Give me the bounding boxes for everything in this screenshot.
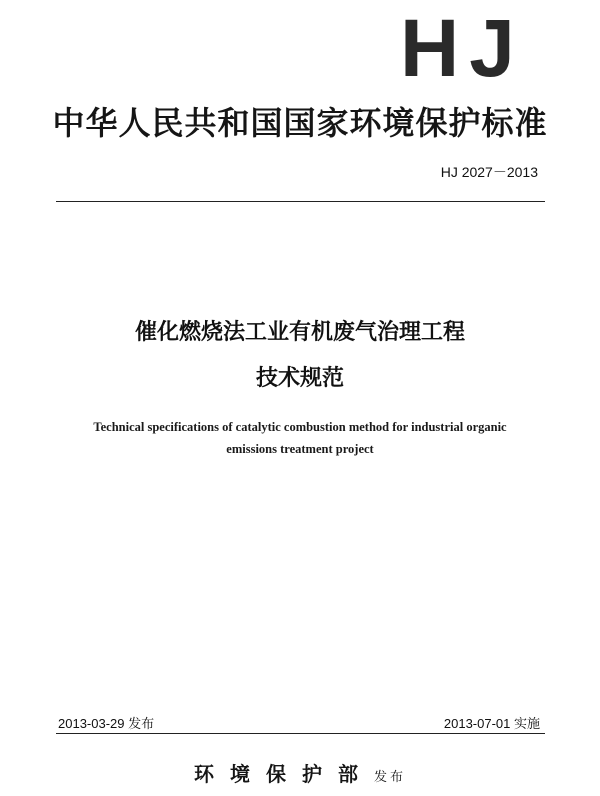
organization-heading: 中华人民共和国国家环境保护标准: [52, 104, 548, 142]
publisher-name: 环境保护部: [193, 762, 374, 786]
english-title-line-2: emissions treatment project: [226, 442, 374, 456]
english-title: [0, 416, 600, 460]
publisher-line: [0, 758, 600, 787]
bottom-divider: [56, 733, 545, 734]
hj-logo: HJ: [400, 3, 525, 94]
english-title-line-1: Technical specifications of catalytic combustion method for industrial organic: [93, 420, 507, 434]
issue-date: 2013-03-29 发布: [58, 716, 155, 731]
chinese-title: [0, 316, 600, 396]
publisher-suffix: 发布: [373, 770, 406, 785]
implementation-date: 2013-07-01 实施: [443, 716, 540, 731]
chinese-title-line-1: 催化燃烧法工业有机废气治理工程: [134, 320, 465, 345]
chinese-title-line-2: 技术规范: [255, 366, 344, 391]
top-divider: [56, 201, 545, 202]
standard-number: HJ 2027－2013: [440, 164, 538, 180]
